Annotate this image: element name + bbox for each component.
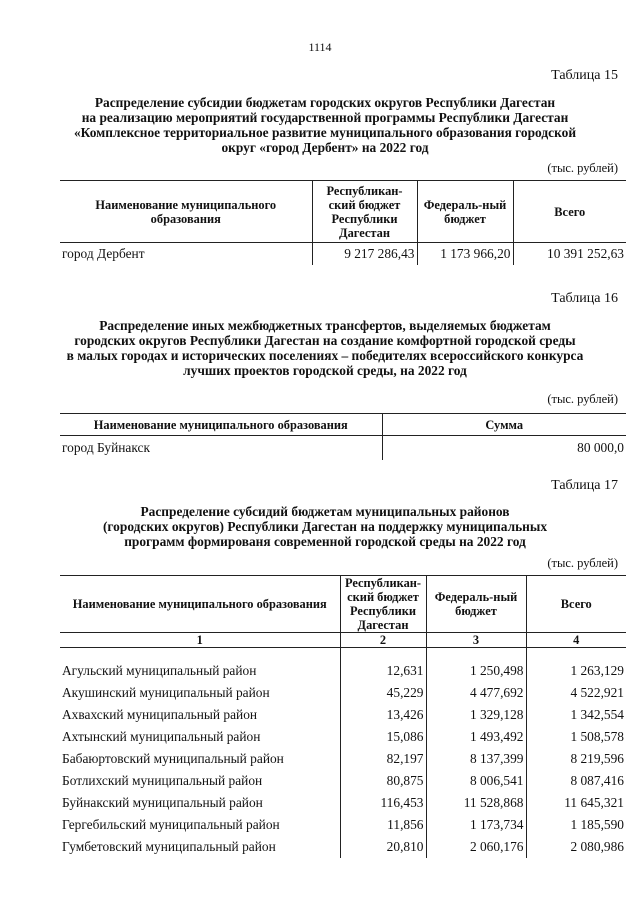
header-name: Наименование муниципального образования	[60, 414, 382, 436]
table-row	[60, 436, 626, 460]
cell-federal: 8 137,399	[426, 748, 526, 770]
cell-name: город Дербент	[60, 243, 312, 265]
title-line: (городских округов) Республики Дагестан на поддержку муниципальных	[102, 519, 548, 534]
header-republic-budget: Республикан-ский бюджет Республики Дагестан	[312, 181, 417, 243]
table-17-title	[40, 504, 610, 549]
cell-federal: 11 528,868	[426, 792, 526, 814]
table-row	[60, 660, 626, 682]
cell-sum: 80 000,0	[577, 439, 624, 455]
title-line: округ «город Дербент» на 2022 год	[221, 140, 429, 155]
cell-total: 8 087,416	[570, 772, 624, 788]
cell-republic: 20,810	[340, 836, 426, 858]
column-number: 2	[340, 633, 426, 648]
table-row	[60, 814, 626, 836]
table-15-label: Таблица 15	[551, 68, 618, 83]
header-total: Всего	[526, 576, 626, 633]
cell-name: Бабаюртовский муниципальный район	[60, 748, 340, 770]
header-federal-budget: Федераль-ный бюджет	[417, 181, 513, 243]
table-17-label: Таблица 17	[551, 478, 618, 493]
cell-federal: 1 173 966,20	[417, 243, 513, 265]
cell-name: Агульский муниципальный район	[60, 660, 340, 682]
cell-total: 1 185,590	[570, 816, 624, 832]
title-line: лучших проектов городской среды, на 2022 год	[183, 363, 467, 378]
table-row	[60, 770, 626, 792]
cell-federal: 1 173,734	[426, 814, 526, 836]
cell-republic: 11,856	[340, 814, 426, 836]
cell-republic: 9 217 286,43	[312, 243, 417, 265]
table-17	[60, 575, 626, 858]
cell-total: 1 342,554	[570, 706, 624, 722]
title-line: «Комплексное территориальное развитие муниципального образования городской	[73, 125, 577, 140]
cell-name: Ахвахский муниципальный район	[60, 704, 340, 726]
cell-total: 2 080,986	[570, 838, 624, 854]
header-republic-budget: Республикан-ский бюджет Республики Дагестан	[340, 576, 426, 633]
title-line: Распределение субсидий бюджетам муниципальных районов	[140, 504, 510, 519]
cell-name: Гумбетовский муниципальный район	[60, 836, 340, 858]
cell-federal: 1 493,492	[426, 726, 526, 748]
table-row	[60, 682, 626, 704]
title-line: городских округов Республики Дагестан на создание комфортной городской среды	[74, 333, 576, 348]
header-federal-budget: Федераль-ный бюджет	[426, 576, 526, 633]
table-row	[60, 792, 626, 814]
title-line: программ формированя современной городской среды на 2022 год	[124, 534, 526, 549]
cell-name: город Буйнакск	[60, 436, 382, 460]
cell-name: Ахтынский муниципальный район	[60, 726, 340, 748]
table-row	[60, 748, 626, 770]
title-line: на реализацию мероприятий государственной программы Республики Дагестан	[81, 110, 569, 125]
table-16	[60, 413, 626, 460]
table-row	[60, 726, 626, 748]
cell-republic: 116,453	[340, 792, 426, 814]
table-row	[60, 836, 626, 858]
table-17-unit: (тыс. рублей)	[547, 556, 618, 570]
header-name: Наименование муниципального образования	[60, 181, 312, 243]
header-total: Всего	[513, 181, 626, 243]
table-row	[60, 243, 626, 265]
title-line: Распределение субсидии бюджетам городских округов Республики Дагестан	[94, 95, 556, 110]
cell-federal: 1 329,128	[426, 704, 526, 726]
cell-republic: 45,229	[340, 682, 426, 704]
cell-name: Буйнакский муниципальный район	[60, 792, 340, 814]
header-name: Наименование муниципального образования	[60, 576, 340, 633]
cell-total: 10 391 252,63	[547, 245, 624, 261]
cell-republic: 15,086	[340, 726, 426, 748]
title-line: в малых городах и исторических поселениях – победителях всероссийского конкурса	[66, 348, 584, 363]
cell-name: Ботлихский муниципальный район	[60, 770, 340, 792]
cell-total: 11 645,321	[564, 794, 624, 810]
table-16-label: Таблица 16	[551, 291, 618, 306]
cell-republic: 82,197	[340, 748, 426, 770]
table-15-unit: (тыс. рублей)	[547, 161, 618, 175]
cell-total: 1 508,578	[570, 728, 624, 744]
header-sum: Сумма	[382, 414, 626, 436]
title-line: Распределение иных межбюджетных трансфертов, выделяемых бюджетам	[99, 318, 551, 333]
column-number: 4	[526, 633, 626, 648]
cell-federal: 8 006,541	[426, 770, 526, 792]
cell-republic: 80,875	[340, 770, 426, 792]
table-16-unit: (тыс. рублей)	[547, 392, 618, 406]
cell-total: 4 522,921	[570, 684, 624, 700]
table-16-title	[40, 318, 610, 378]
cell-republic: 13,426	[340, 704, 426, 726]
cell-name: Гергебильский муниципальный район	[60, 814, 340, 836]
table-15	[60, 180, 626, 265]
column-number: 3	[426, 633, 526, 648]
table-row	[60, 704, 626, 726]
cell-total: 1 263,129	[570, 662, 624, 678]
page-number: 1114	[308, 40, 332, 54]
cell-federal: 4 477,692	[426, 682, 526, 704]
column-number: 1	[60, 633, 340, 648]
table-15-title	[40, 95, 610, 155]
cell-republic: 12,631	[340, 660, 426, 682]
cell-name: Акушинский муниципальный район	[60, 682, 340, 704]
cell-total: 8 219,596	[570, 750, 624, 766]
cell-federal: 2 060,176	[426, 836, 526, 858]
cell-federal: 1 250,498	[426, 660, 526, 682]
